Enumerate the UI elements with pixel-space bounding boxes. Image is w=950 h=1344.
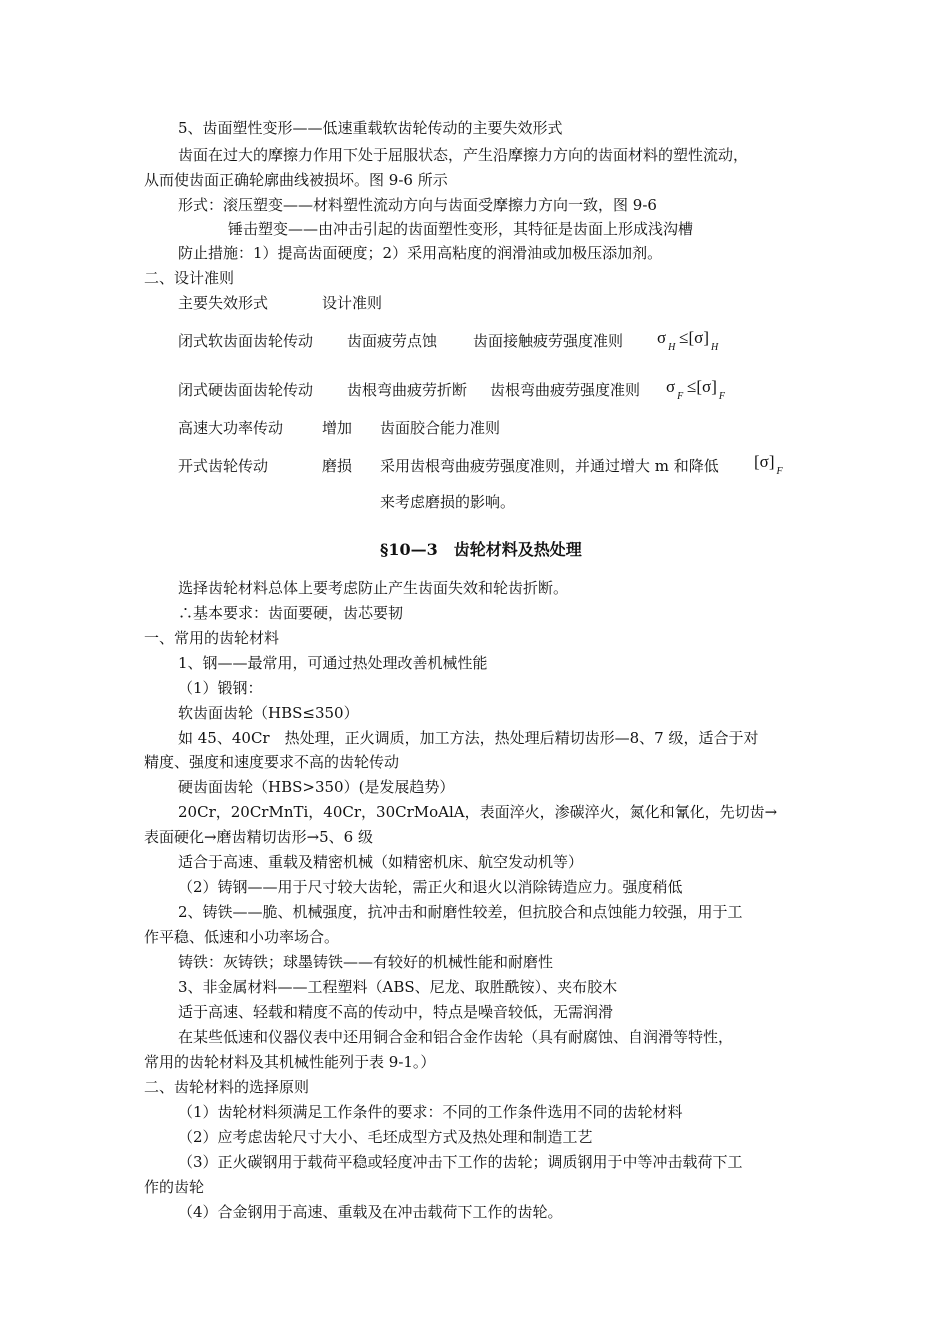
paragraph-line: 硬齿面齿轮（HBS>350）(是发展趋势）	[178, 778, 455, 796]
formula-contact-stress: $\sigma_H \le[\sigma]_H$	[657, 328, 719, 353]
paragraph-line: （2）铸钢——用于尺寸较大齿轮，需正火和退火以消除铸造应力。强度稍低	[178, 878, 683, 896]
paragraph-line: （4）合金钢用于高速、重载及在冲击载荷下工作的齿轮。	[178, 1203, 563, 1221]
heading-design-criteria: 二、设计准则	[144, 269, 235, 287]
paragraph-line: 常用的齿轮材料及其机械性能列于表 9-1。）	[144, 1053, 436, 1071]
formula-bending-stress: $\sigma_F \le[\sigma]_F$	[666, 377, 725, 402]
paragraph-line: 5、齿面塑性变形——低速重载软齿轮传动的主要失效形式	[178, 119, 563, 137]
criteria-row-col3: 齿面接触疲劳强度准则	[473, 332, 624, 350]
paragraph-line: 防止措施：1）提高齿面硬度；2）采用高粘度的润滑油或加极压添加剂。	[178, 244, 663, 262]
criteria-row-col1: 高速大功率传动	[178, 419, 284, 437]
criteria-row-col3: 齿面胶合能力准则	[380, 419, 501, 437]
paragraph-line: 在某些低速和仪器仪表中还用铜合金和铝合金作齿轮（具有耐腐蚀、自润滑等特性，	[178, 1028, 734, 1046]
paragraph-line: 形式：滚压塑变——材料塑性流动方向与齿面受摩擦力方向一致，图 9-6	[178, 196, 657, 214]
paragraph-line: ∴基本要求：齿面要硬，齿芯要韧	[178, 604, 404, 622]
paragraph-line: 锤击塑变——由冲击引起的齿面塑性变形，其特征是齿面上形成浅沟槽	[228, 220, 694, 238]
paragraph-line: 如 45、40Cr 热处理，正火调质，加工方法，热处理后精切齿形—8、7 级，适合于对	[178, 729, 759, 747]
criteria-row-col1: 闭式软齿面齿轮传动	[178, 332, 314, 350]
paragraph-line: 精度、强度和速度要求不高的齿轮传动	[144, 753, 400, 771]
section-title: §10—3 齿轮材料及热处理	[380, 540, 582, 559]
formula-allowable-bending: $[\sigma]_F$	[754, 452, 783, 477]
criteria-row-col2: 齿根弯曲疲劳折断	[347, 381, 468, 399]
criteria-row-col2: 增加	[322, 419, 353, 437]
paragraph-line: 3、非金属材料——工程塑料（ABS、尼龙、取胜酰铵）、夹布胶木	[178, 978, 618, 996]
paragraph-line: 20Cr，20CrMnTi，40Cr，30CrMoAlA，表面淬火，渗碳淬火，氮化和氰化，先切齿→	[178, 803, 778, 821]
paragraph-line: （1）齿轮材料须满足工作条件的要求：不同的工作条件选用不同的齿轮材料	[178, 1103, 683, 1121]
criteria-row-col3: 齿根弯曲疲劳强度准则	[490, 381, 641, 399]
paragraph-line: 适合于高速、重载及精密机械（如精密机床、航空发动机等）	[178, 853, 584, 871]
criteria-row-col2: 磨损	[322, 457, 353, 475]
criteria-row-col3: 采用齿根弯曲疲劳强度准则，并通过增大 m 和降低	[380, 457, 719, 475]
paragraph-line: 铸铁：灰铸铁；球墨铸铁——有较好的机械性能和耐磨性	[178, 953, 554, 971]
criteria-row-col1: 开式齿轮传动	[178, 457, 269, 475]
paragraph-line: 作的齿轮	[144, 1178, 205, 1196]
paragraph-line: 1、钢——最常用，可通过热处理改善机械性能	[178, 654, 488, 672]
paragraph-line: 从而使齿面正确轮廓曲线被损坏。图 9-6 所示	[144, 171, 448, 189]
paragraph-line: 作平稳、低速和小功率场合。	[144, 928, 340, 946]
paragraph-line: 适于高速、轻载和精度不高的传动中，特点是噪音较低，无需润滑	[178, 1003, 614, 1021]
paragraph-line: （3）正火碳钢用于载荷平稳或轻度冲击下工作的齿轮；调质钢用于中等冲击载荷下工	[178, 1153, 743, 1171]
heading-common-materials: 一、常用的齿轮材料	[144, 629, 280, 647]
criteria-header-criterion: 设计准则	[322, 294, 383, 312]
paragraph-line: 表面硬化→磨齿精切齿形→5、6 级	[144, 828, 373, 846]
criteria-header-failure: 主要失效形式	[178, 294, 269, 312]
paragraph-line: 2、铸铁——脆、机械强度，抗冲击和耐磨性较差，但抗胶合和点蚀能力较强，用于工	[178, 903, 743, 921]
criteria-continuation: 来考虑磨损的影响。	[380, 493, 516, 511]
criteria-row-col2: 齿面疲劳点蚀	[347, 332, 438, 350]
paragraph-line: 选择齿轮材料总体上要考虑防止产生齿面失效和轮齿折断。	[178, 579, 569, 597]
paragraph-line: （1）锻钢：	[178, 679, 263, 697]
paragraph-line: 软齿面齿轮（HBS≤350）	[178, 704, 359, 722]
paragraph-line: （2）应考虑齿轮尺寸大小、毛坯成型方式及热处理和制造工艺	[178, 1128, 593, 1146]
heading-selection-principles: 二、齿轮材料的选择原则	[144, 1078, 310, 1096]
criteria-row-col1: 闭式硬齿面齿轮传动	[178, 381, 314, 399]
paragraph-line: 齿面在过大的摩擦力作用下处于屈服状态，产生沿摩擦力方向的齿面材料的塑性流动，	[178, 146, 749, 164]
